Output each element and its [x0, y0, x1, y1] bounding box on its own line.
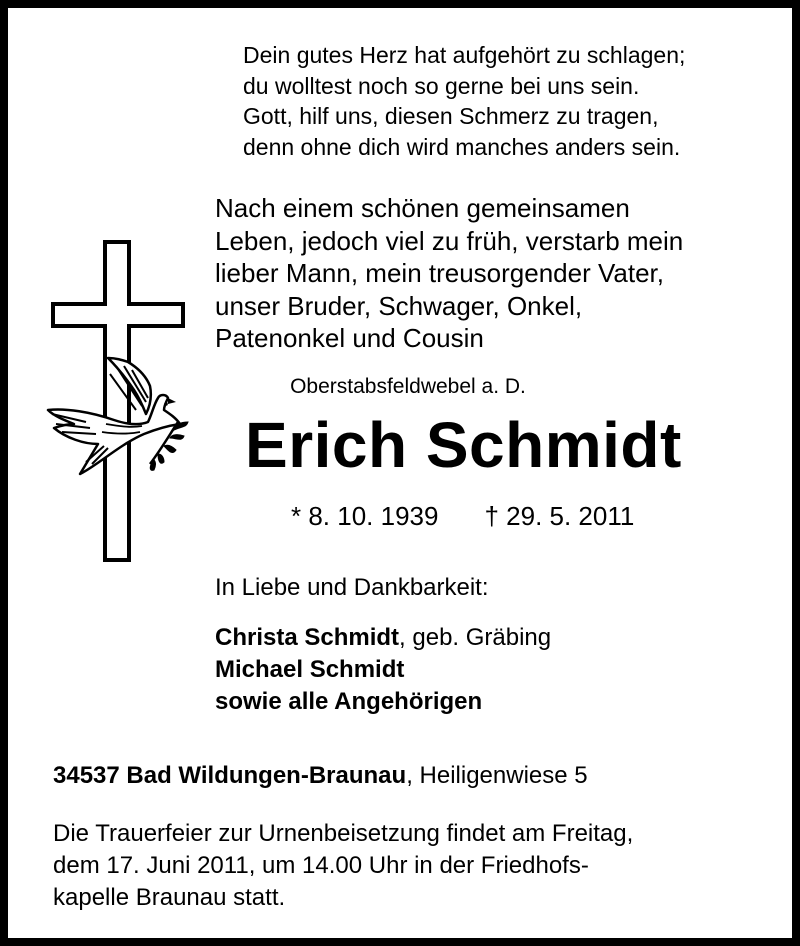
address-street: , Heiligenwiese 5 [406, 762, 588, 789]
address [53, 762, 588, 790]
service-line: kapelle Braunau statt. [53, 884, 286, 911]
poem-line: du wolltest noch so gerne bei uns sein. [243, 72, 640, 99]
deceased-name: Erich Schmidt [245, 409, 682, 481]
poem-line: Dein gutes Herz hat aufgehört zu schlagen; [243, 42, 686, 68]
birth-date: * 8. 10. 1939 [291, 501, 439, 531]
mourners-list [215, 622, 551, 718]
mourner-relatives: sowie alle Angehörigen [215, 688, 483, 715]
intro-text [215, 192, 683, 355]
poem [243, 40, 685, 162]
cross-with-dove-icon [46, 238, 191, 568]
mourner-line [215, 622, 551, 654]
intro-line: unser Bruder, Schwager, Onkel, [215, 290, 583, 321]
mourner-name: Michael Schmidt [215, 656, 405, 683]
mourner-line [215, 654, 551, 686]
intro-line: Nach einem schönen gemeinsamen [215, 193, 630, 223]
mourner-line [215, 686, 551, 718]
intro-line: Patenonkel und Cousin [215, 323, 484, 353]
poem-line: denn ohne dich wird manches anders sein. [243, 133, 681, 160]
rank-text: Oberstabsfeldwebel a. D. [290, 375, 526, 398]
mourner-detail: , geb. Gräbing [399, 624, 552, 651]
mourner-name: Christa Schmidt [215, 624, 400, 651]
rank-title [8, 375, 800, 399]
death-date: † 29. 5. 2011 [484, 501, 635, 531]
life-dates [291, 501, 634, 532]
intro-line: Leben, jedoch viel zu früh, verstarb mein [215, 225, 684, 256]
address-city: 34537 Bad Wildungen-Braunau [53, 762, 407, 789]
mourners-heading: In Liebe und Dankbarkeit: [215, 574, 489, 601]
service-line: dem 17. Juni 2011, um 14.00 Uhr in der Friedhofs- [53, 852, 589, 879]
intro-line: lieber Mann, mein treusorgender Vater, [215, 258, 664, 288]
service-line: Die Trauerfeier zur Urnenbeisetzung findet am Freitag, [53, 820, 634, 847]
poem-line: Gott, hilf uns, diesen Schmerz zu tragen, [243, 103, 659, 129]
service-notice [53, 818, 633, 914]
